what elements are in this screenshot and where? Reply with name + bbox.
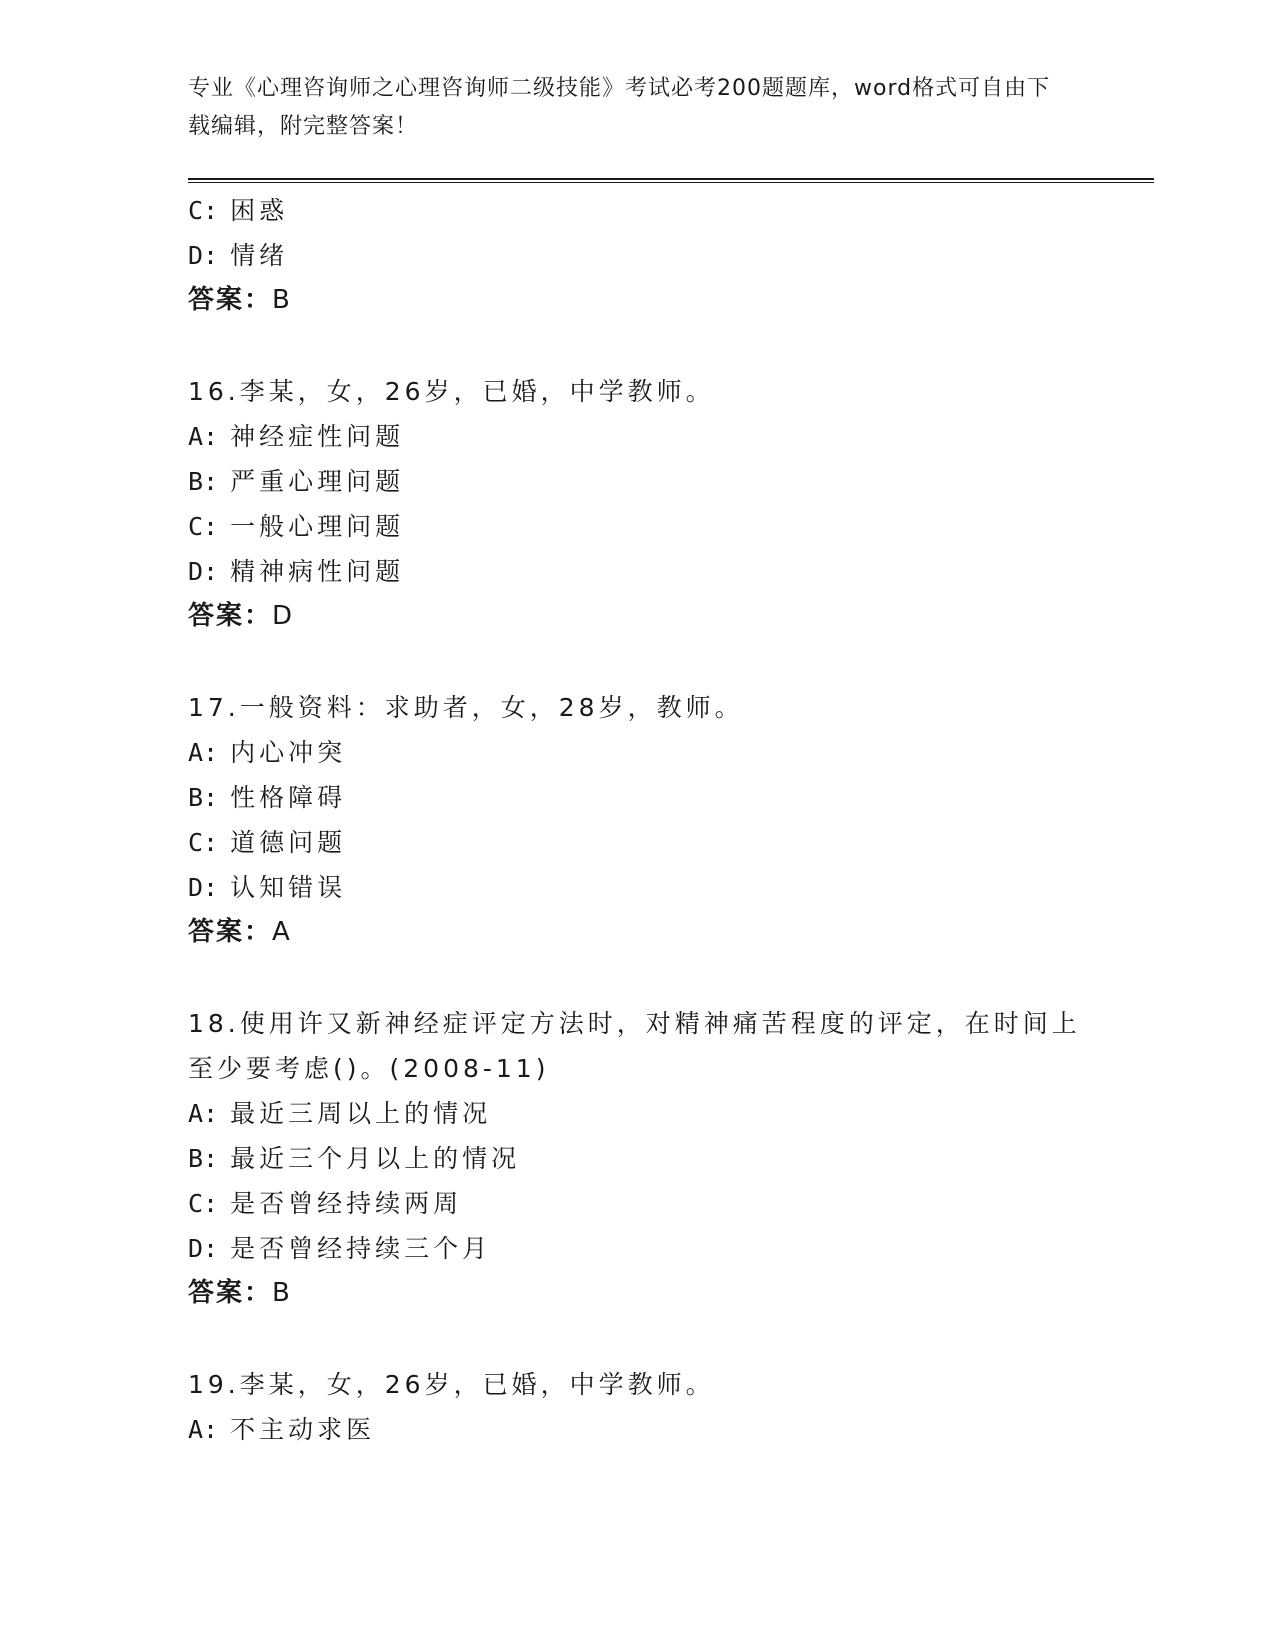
option-c [188,820,1088,865]
option-text: 最近三周以上的情况 [230,1099,492,1128]
answer-label: 答案： [188,285,273,315]
option-text: 情绪 [230,241,289,270]
option-text: 内心冲突 [230,738,347,767]
option-letter: A: [188,738,219,767]
question-title: 17.一般资料：求助者，女，28岁，教师。 [188,693,744,722]
option-a [188,414,1088,459]
document-header: 专业《心理咨询师之心理咨询师二级技能》考试必考200题题库，word格式可自由下载编辑，附完整答案！ [188,76,1051,139]
option-text: 是否曾经持续三个月 [230,1234,492,1263]
answer-value: B [272,285,292,315]
option-letter: C: [188,828,219,857]
option-a [188,1091,1088,1136]
option-text: 神经症性问题 [230,422,405,451]
document-body [188,188,1088,1452]
option-b [188,775,1088,820]
option-text: 认知错误 [230,873,347,902]
option-d [188,865,1088,910]
option-letter: D: [188,1234,219,1263]
option-c [188,188,1088,233]
answer-label: 答案： [188,917,273,947]
option-letter: D: [188,557,219,586]
option-b [188,1136,1088,1181]
option-letter: A: [188,1099,219,1128]
question-title-line-1: 18.使用许又新神经症评定方法时，对精神痛苦程度的评定，在时间上 [188,1009,1081,1038]
answer-line [188,1271,1088,1316]
answer-value: A [272,917,292,947]
option-c [188,1181,1088,1226]
question-title: 19.李某，女，26岁，已婚，中学教师。 [188,1370,715,1399]
answer-line [188,910,1088,955]
option-letter: D: [188,241,219,270]
option-text: 是否曾经持续两周 [230,1189,463,1218]
option-letter: C: [188,196,219,225]
option-text: 严重心理问题 [230,467,405,496]
option-letter: A: [188,1415,219,1444]
question-title-line-2: 至少要考虑()。(2008-11) [188,1054,550,1083]
answer-line [188,594,1088,639]
option-c [188,504,1088,549]
option-a [188,1407,1088,1452]
option-d [188,1226,1088,1271]
option-letter: C: [188,512,219,541]
option-d [188,549,1088,594]
header-divider [188,178,1154,183]
option-letter: B: [188,1144,219,1173]
answer-label: 答案： [188,1278,273,1308]
option-a [188,730,1088,775]
answer-value: D [272,601,295,631]
option-text: 性格障碍 [230,783,347,812]
option-text: 不主动求医 [230,1415,376,1444]
option-text: 道德问题 [230,828,347,857]
option-letter: D: [188,873,219,902]
answer-line [188,278,1088,323]
option-letter: B: [188,467,219,496]
option-d [188,233,1088,278]
question-title: 16.李某，女，26岁，已婚，中学教师。 [188,377,715,406]
answer-label: 答案： [188,601,273,631]
option-text: 一般心理问题 [230,512,405,541]
option-text: 困惑 [230,196,289,225]
option-text: 精神病性问题 [230,557,405,586]
option-text: 最近三个月以上的情况 [230,1144,521,1173]
option-letter: A: [188,422,219,451]
option-b [188,459,1088,504]
option-letter: C: [188,1189,219,1218]
answer-value: B [272,1278,292,1308]
option-letter: B: [188,783,219,812]
